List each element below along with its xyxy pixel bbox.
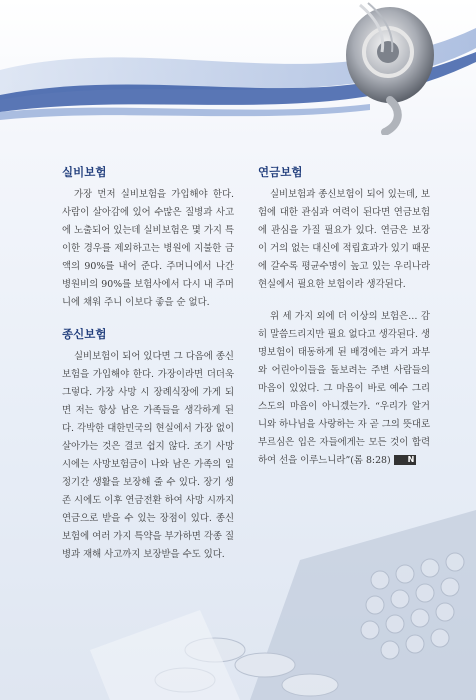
calculator-coins-decoration: [0, 500, 476, 700]
closing-paragraph: [258, 308, 430, 470]
section-heading-jongsin: 종신보험: [62, 327, 107, 341]
safe-vault-image: [330, 0, 450, 135]
right-column: [258, 164, 430, 470]
section-heading-yeongeum: 연금보험: [258, 165, 303, 179]
section-heading-silbi: 실비보험: [62, 165, 107, 179]
closing-text: 위 세 가지 외에 더 이상의 보험은… 감히 말씀드리지만 필요 없다고 생각된다. 생명보험이 태동하게 된 배경에는 과거 과부와 어린아이들을 돌보려는 주변 사람들의 마음이 있었다. 그 마음이 바로 예수 그리스도의 마음이 아니겠는가. “우리가 알거니와 하나님을 사랑하는 자 곧 그의 뜻대로 부르심은 입은 자들에게는 모든 것이 합력하여 선을 이루느니라”(롬 8:28): [258, 311, 430, 466]
section-text-yeongeum: 실비보험과 종신보험이 되어 있는데, 보험에 대한 관심과 여력이 된다면 연금보험에 관심을 가질 필요가 있다. 연금은 보장이 거의 없는 대신에 적립효과가 있기 때문에 갈수록 평균수명이 높고 있는 우리나라 현실에서 필요한 보험이라 생각된다.: [258, 189, 430, 290]
end-mark-badge: N: [394, 455, 417, 465]
section-text-jongsin: 실비보험이 되어 있다면 그 다음에 종신보험을 가입해야 한다. 가장이라면 더더욱 그렇다. 가장 사망 시 장례식장에 가게 되면 저는 항상 남은 가족들을 생각하게 된다. 각박한 대한민국의 현실에서 가장 없이 살아가는 것은 결코 쉽지 않다. 조기 사망 시에는 사망보험금이 나와 남은 가족의 일정기간 생활을 보장해 줄 수 있다. 장기 생존 시에도 이후 연금전환 하여 사망 시까지 연금으로 받을 수 있는 장점이 있다. 종신보험에 여러 가지 특약을 부가하면 각종 질병과 재해 사고까지 보장받을 수도 있다.: [62, 351, 234, 560]
section-text-silbi: 가장 먼저 실비보험을 가입해야 한다. 사람이 살아감에 있어 수많은 질병과 사고에 노출되어 있는데 실비보험은 몇 가지 특이한 경우를 제외하고는 병원에 지불한 금액의 90%를 내어 준다. 주머니에서 나간 병원비의 90%를 보험사에서 다시 내 주머니에 채워 주니 이보다 좋을 순 없다.: [62, 189, 234, 308]
